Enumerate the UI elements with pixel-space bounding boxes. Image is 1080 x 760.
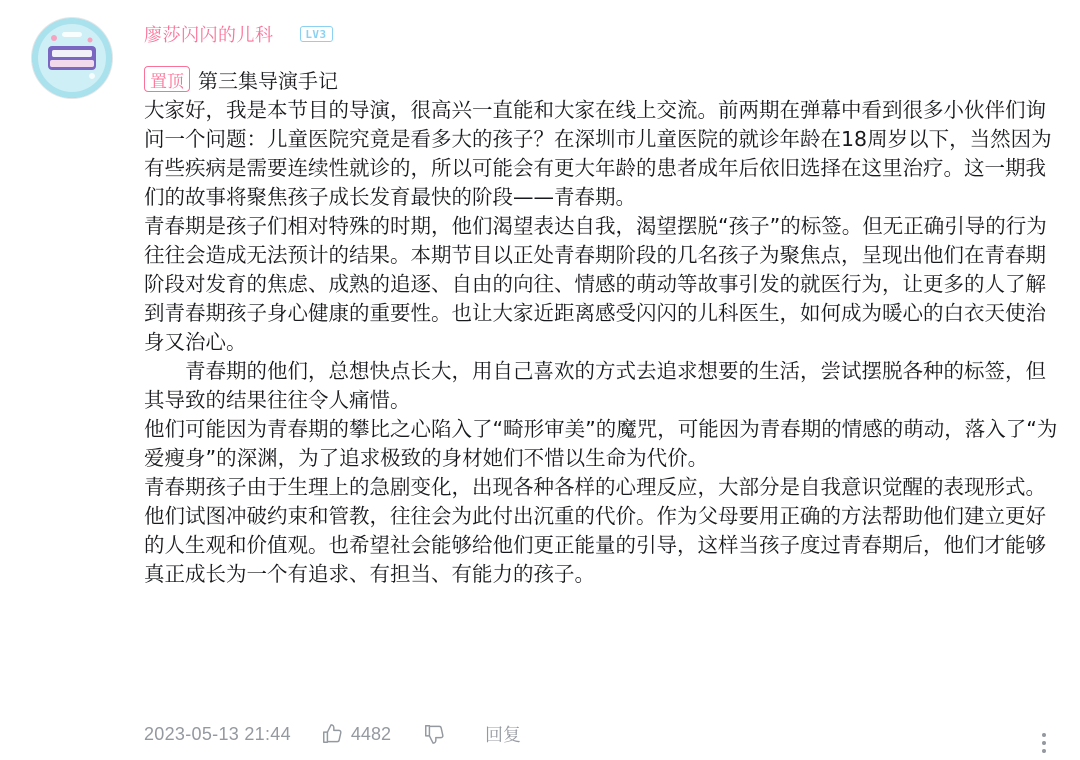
like-count: 4482 xyxy=(350,723,391,744)
thumbs-up-icon xyxy=(321,723,343,745)
comment-footer xyxy=(144,718,521,750)
reply-button[interactable]: 回复 xyxy=(484,725,521,746)
dislike-button[interactable] xyxy=(423,723,445,745)
level-badge: LV3 xyxy=(300,26,333,42)
pinned-tag: 置顶 xyxy=(144,66,190,92)
content-paragraph: 大家好，我是本节目的导演，很高兴一直能和大家在线上交流。前两期在弹幕中看到很多小伙伴们询问一个问题：儿童医院究竟是看多大的孩子？在深圳市儿童医院的就诊年龄在18周岁以下，当然因为有些疾病是需要连续性就诊的，所以可能会有更大年龄的患者成年后依旧选择在这里治疗。这一期我们的故事将聚焦孩子成长发育最快的阶段——青春期。 xyxy=(144,98,1052,209)
avatar-image xyxy=(32,18,112,98)
post-title: 第三集导演手记 xyxy=(198,68,338,93)
comment-header xyxy=(144,18,333,50)
post-title-row xyxy=(144,64,338,94)
content-paragraph: 青春期的他们，总想快点长大，用自己喜欢的方式去追求想要的生活，尝试摆脱各种的标签，但其导致的结果往往令人痛惜。 xyxy=(144,359,1046,412)
more-vertical-icon xyxy=(1042,733,1046,737)
timestamp: 2023-05-13 21:44 xyxy=(144,723,291,744)
content-paragraph: 青春期孩子由于生理上的急剧变化，出现各种各样的心理反应，大部分是自我意识觉醒的表现形式。他们试图冲破约束和管教，往往会为此付出沉重的代价。作为父母要用正确的方法帮助他们建立更好的人生观和价值观。也希望社会能够给他们更正能量的引导，这样当孩子度过青春期后，他们才能够真正成长为一个有追求、有担当、有能力的孩子。 xyxy=(144,475,1046,586)
content-paragraph: 青春期是孩子们相对特殊的时期，他们渴望表达自我，渴望摆脱“孩子”的标签。但无正确引导的行为往往会造成无法预计的结果。本期节目以正处青春期阶段的几名孩子为聚焦点，呈现出他们在青春期阶段对发育的焦虑、成熟的追逐、自由的向往、情感的萌动等故事引发的就医行为，让更多的人了解到青春期孩子身心健康的重要性。也让大家近距离感受闪闪的儿科医生，如何成为暖心的白衣天使治身又治心。 xyxy=(144,214,1047,354)
like-button[interactable] xyxy=(321,723,391,745)
username[interactable]: 廖莎闪闪的儿科 xyxy=(144,25,274,46)
comment-content xyxy=(144,96,1062,589)
content-paragraph: 他们可能因为青春期的攀比之心陷入了“畸形审美”的魔咒，可能因为青春期的情感的萌动，落入了“为爱瘦身”的深渊，为了追求极致的身材她们不惜以生命为代价。 xyxy=(144,417,1058,470)
more-options-button[interactable] xyxy=(1036,728,1052,758)
avatar[interactable] xyxy=(32,18,112,98)
thumbs-down-icon xyxy=(423,723,445,745)
